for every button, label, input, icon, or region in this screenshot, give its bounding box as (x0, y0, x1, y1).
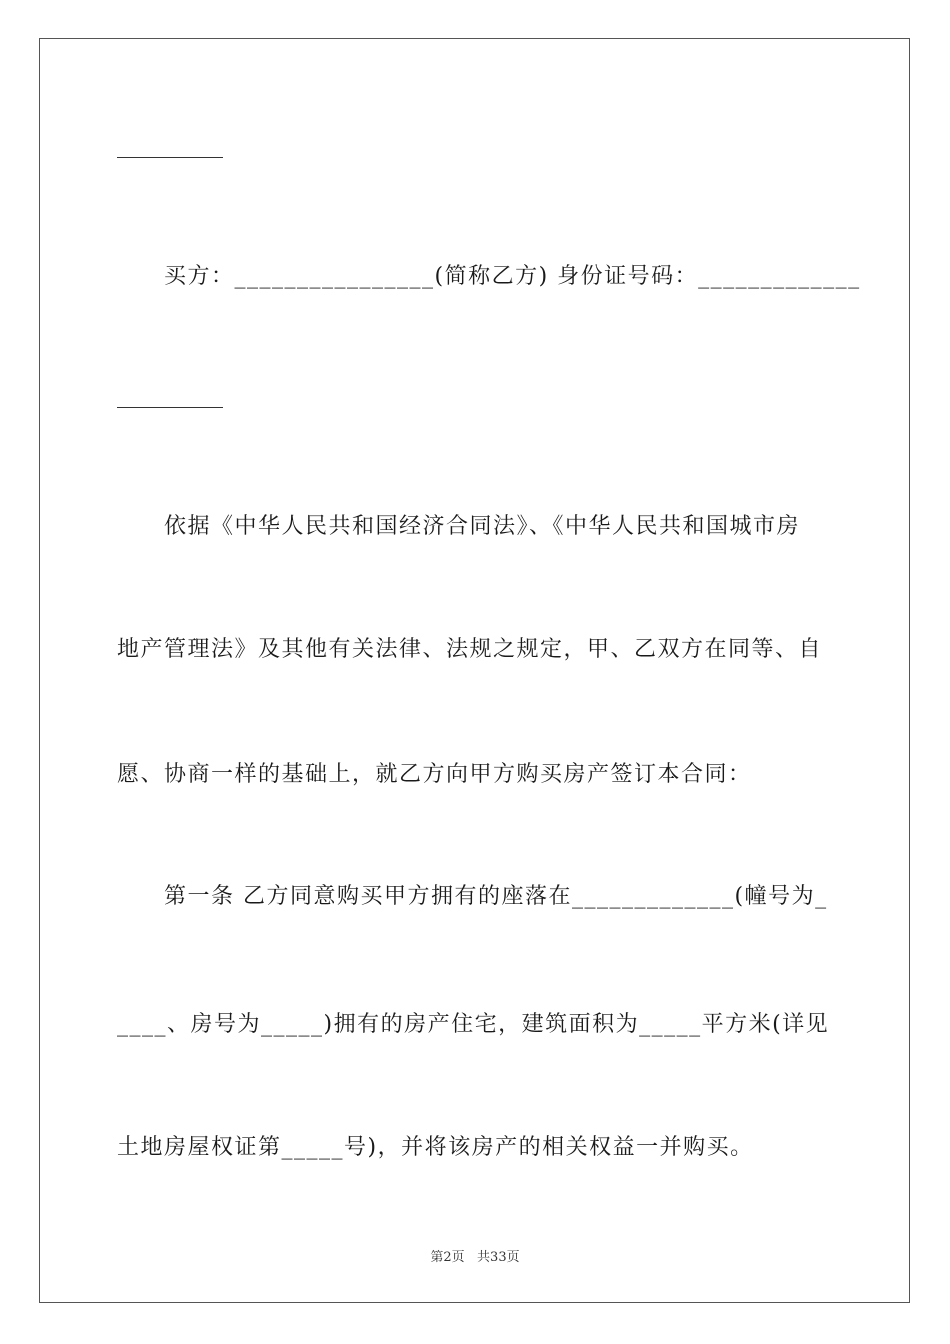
article-one-line: ____、房号为_____)拥有的房产住宅，建筑面积为_____平方米(详见 (117, 1012, 830, 1037)
page-number-footer: 第2页 共33页 (430, 1250, 520, 1265)
blank-line-continuation (117, 157, 223, 158)
page-border (39, 38, 910, 1303)
paragraph-line: 愿、协商一样的基础上，就乙方向甲方购买房产签订本合同： (117, 762, 752, 787)
article-one-line: 土地房屋权证第_____号)，并将该房产的相关权益一并购买。 (117, 1135, 754, 1160)
article-one-line: 第一条 乙方同意购买甲方拥有的座落在_____________(幢号为_ (164, 884, 828, 909)
paragraph-line: 依据《中华人民共和国经济合同法》、《中华人民共和国城市房 (164, 514, 801, 539)
buyer-line: 买方：________________(简称乙方) 身份证号码：_____________ (164, 264, 861, 289)
paragraph-line: 地产管理法》及其他有关法律、法规之规定，甲、乙双方在同等、自 (117, 637, 823, 662)
blank-line-continuation (117, 407, 223, 408)
